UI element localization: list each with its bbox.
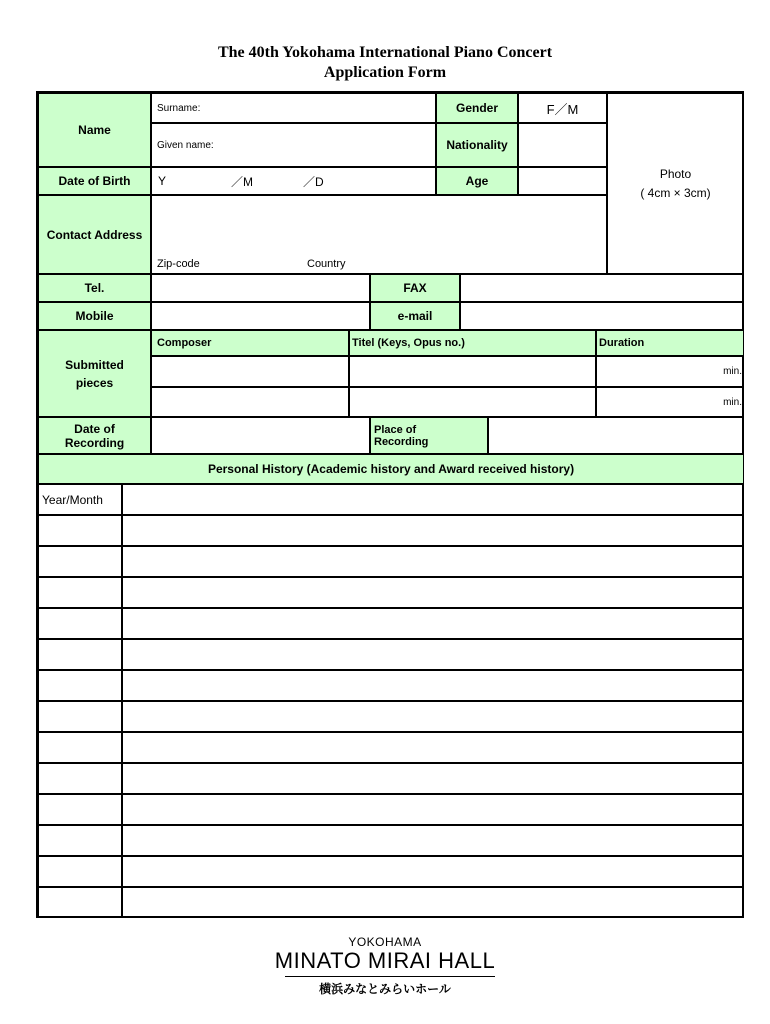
contact-address-field[interactable] (151, 195, 607, 274)
nationality-field[interactable] (518, 123, 607, 167)
age-label: Age (436, 167, 518, 195)
date-of-recording-label: Date of Recording (38, 417, 151, 454)
history-year[interactable] (38, 794, 122, 825)
zip-code-label: Zip-code (157, 258, 200, 270)
history-year[interactable] (38, 701, 122, 732)
history-year[interactable] (38, 732, 122, 763)
form-title: The 40th Yokohama International Piano Concert (217, 44, 553, 61)
dob-field[interactable] (151, 167, 436, 195)
history-field[interactable] (122, 515, 744, 546)
email-field[interactable] (460, 302, 744, 330)
history-field[interactable] (122, 546, 744, 577)
history-field[interactable] (122, 887, 744, 918)
dob-month: ／M (231, 174, 253, 189)
dob-year: Y (158, 174, 167, 188)
dob-day: ／D (303, 174, 324, 189)
history-field[interactable] (122, 856, 744, 887)
history-year[interactable] (38, 763, 122, 794)
history-field[interactable] (122, 484, 744, 515)
history-year[interactable] (38, 515, 122, 546)
composer-label: Composer (151, 330, 349, 356)
history-field[interactable] (122, 639, 744, 670)
gender-label: Gender (436, 93, 518, 123)
duration-label: Duration (596, 330, 744, 356)
contact-address-label: Contact Address (38, 195, 151, 274)
mobile-field[interactable] (151, 302, 370, 330)
title-label: Titel (Keys, Opus no.) (349, 330, 596, 356)
personal-history-header: Personal History (Academic history and Award received history) (38, 454, 744, 484)
photo-size: ( 4cm × 3cm) (640, 185, 711, 200)
history-year[interactable] (38, 856, 122, 887)
history-year[interactable] (38, 577, 122, 608)
email-label: e-mail (370, 302, 460, 330)
history-field[interactable] (122, 577, 744, 608)
logo-japanese: 横浜みなとみらいホール (319, 982, 451, 996)
history-year[interactable] (38, 639, 122, 670)
form-subtitle: Application Form (323, 64, 447, 81)
history-year[interactable] (38, 670, 122, 701)
min-unit-2: min. (723, 396, 742, 408)
given-name-field[interactable]: Given name: (151, 123, 436, 167)
composer-field-1[interactable] (151, 356, 349, 387)
fax-label: FAX (370, 274, 460, 302)
mobile-label: Mobile (38, 302, 151, 330)
composer-field-2[interactable] (151, 387, 349, 417)
logo-minato-mirai-hall: MINATO MIRAI HALL (274, 948, 496, 973)
tel-label: Tel. (38, 274, 151, 302)
title-field-2[interactable] (349, 387, 596, 417)
fax-field[interactable] (460, 274, 744, 302)
application-form (36, 91, 744, 918)
tel-field[interactable] (151, 274, 370, 302)
name-label: Name (38, 93, 151, 167)
logo-underline (285, 976, 495, 977)
history-field[interactable] (122, 825, 744, 856)
photo-box (607, 93, 744, 274)
logo-yokohama: YOKOHAMA (348, 935, 422, 949)
history-field[interactable] (122, 794, 744, 825)
photo-label: Photo (659, 166, 692, 181)
history-field[interactable] (122, 608, 744, 639)
dob-label: Date of Birth (38, 167, 151, 195)
place-of-recording-field[interactable] (488, 417, 744, 454)
nationality-label: Nationality (436, 123, 518, 167)
duration-field-1[interactable] (596, 356, 744, 387)
gender-field[interactable]: F／M (518, 93, 607, 123)
submitted-pieces-label: Submitted pieces (38, 330, 151, 417)
history-year[interactable] (38, 546, 122, 577)
surname-field[interactable]: Surname: (151, 93, 436, 123)
country-label: Country (307, 258, 346, 270)
title-field-1[interactable] (349, 356, 596, 387)
duration-field-2[interactable] (596, 387, 744, 417)
date-of-recording-field[interactable] (151, 417, 370, 454)
history-year[interactable] (38, 825, 122, 856)
history-year[interactable] (38, 608, 122, 639)
history-year[interactable] (38, 887, 122, 918)
history-field[interactable] (122, 732, 744, 763)
min-unit-1: min. (723, 366, 742, 377)
history-field[interactable] (122, 763, 744, 794)
age-field[interactable] (518, 167, 607, 195)
history-field[interactable] (122, 670, 744, 701)
history-field[interactable] (122, 701, 744, 732)
year-month-label: Year/Month (38, 484, 122, 515)
place-of-recording-label: Place of Recording (370, 417, 488, 454)
